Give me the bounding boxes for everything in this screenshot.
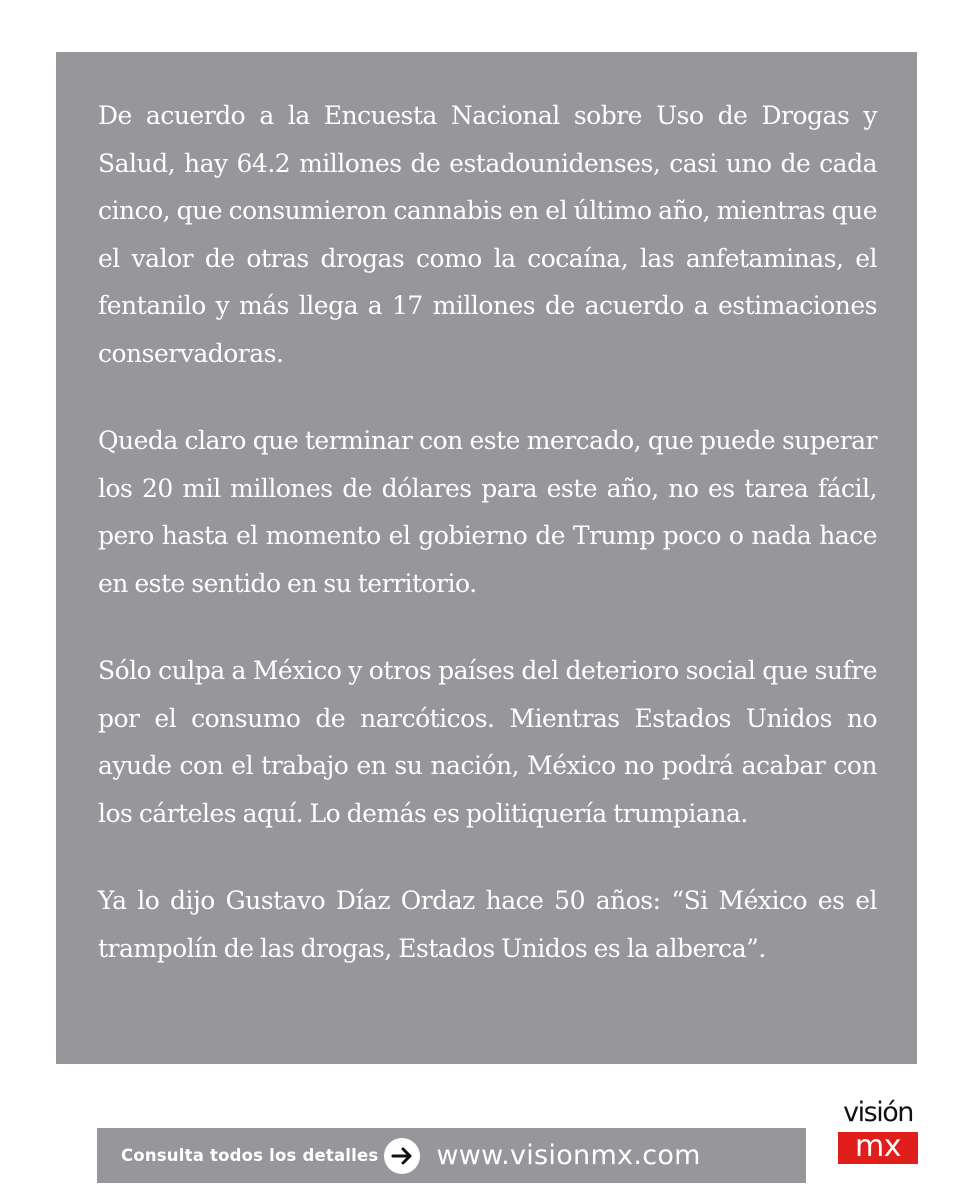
footer-cta-label: Consulta todos los detalles <box>121 1146 379 1165</box>
article-text-panel <box>56 52 917 1064</box>
website-url-link[interactable]: www.visionmx.com <box>436 1140 701 1171</box>
vision-mx-logo <box>836 1098 920 1164</box>
paragraph-1: De acuerdo a la Encuesta Nacional sobre Uso de Drogas y Salud, hay 64.2 millones de estadounidenses, casi uno de cada cinco, que consumieron cannabis en el último año, mientras que el valor de otras drogas como la cocaína, las anfetaminas, el fentanilo y más llega a 17 millones de acuerdo a estimaciones conservadoras. <box>98 101 877 368</box>
footer-link-bar[interactable] <box>97 1128 806 1183</box>
arrow-right-icon[interactable] <box>384 1138 420 1174</box>
paragraph-4: Ya lo dijo Gustavo Díaz Ordaz hace 50 años: “Si México es el trampolín de las drogas, Estados Unidos es la alberca”. <box>98 886 877 963</box>
paragraph-2: Queda claro que terminar con este mercado, que puede superar los 20 mil millones de dólares para este año, no es tarea fácil, pero hasta el momento el gobierno de Trump poco o nada hace en este sentido en su territorio. <box>98 426 877 598</box>
logo-mx-badge: mx <box>838 1132 918 1164</box>
logo-wordmark: visión <box>843 1097 913 1128</box>
paragraph-3: Sólo culpa a México y otros países del deterioro social que sufre por el consumo de narcóticos. Mientras Estados Unidos no ayude con el trabajo en su nación, México no podrá acabar con los cárteles aquí. Lo demás es politiquería trumpiana. <box>98 656 877 828</box>
